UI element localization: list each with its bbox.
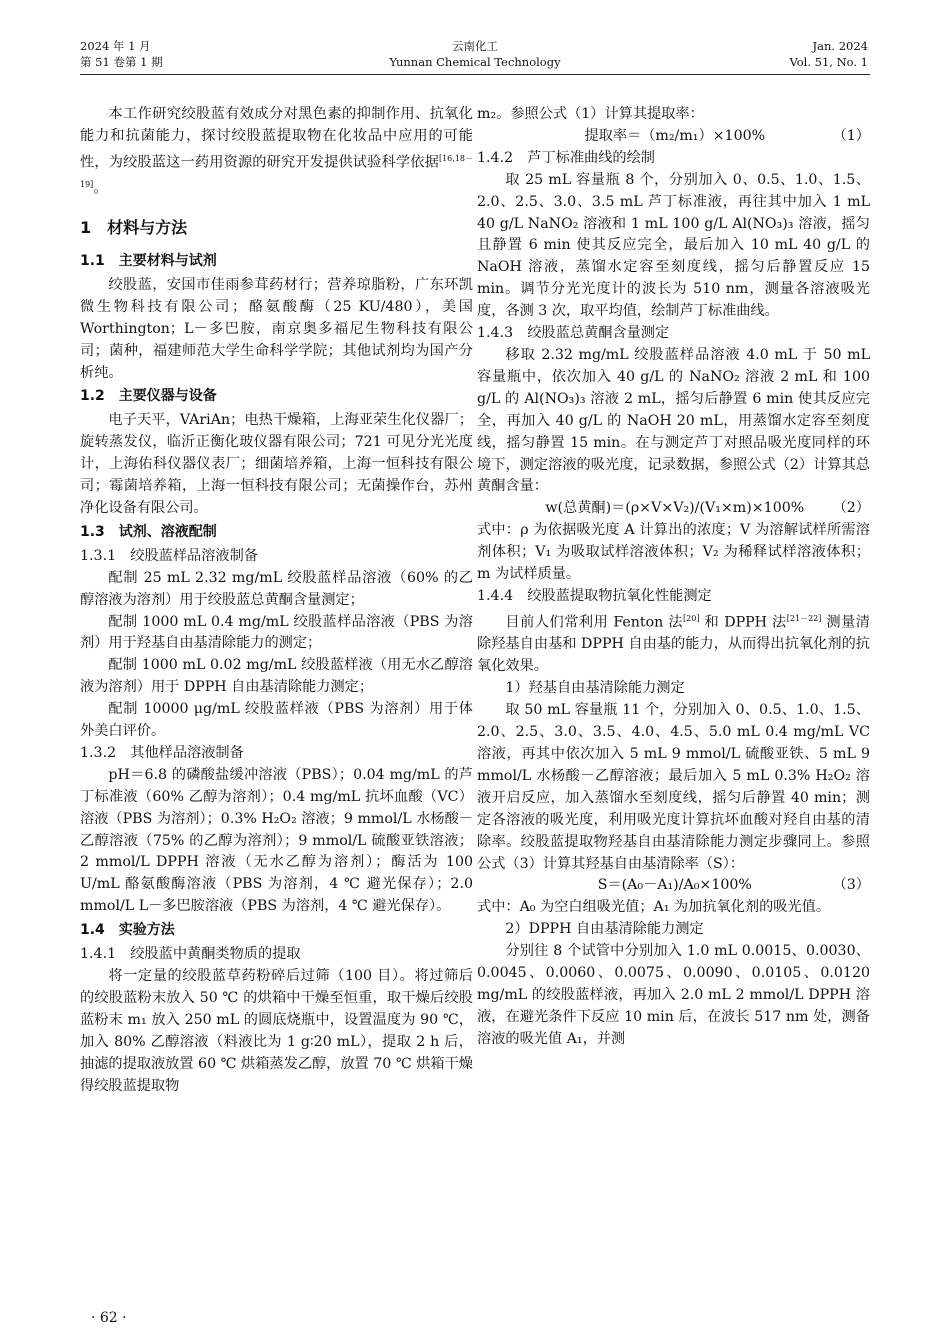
page-number: · 62 · [91, 1310, 127, 1326]
journal-name-cn: 云南化工 [452, 39, 498, 53]
paragraph: 取 25 mL 容量瓶 8 个，分别加入 0、0.5、1.0、1.5、2.0、2.5、3.0、3.5 mL 芦丁标准液，再往其中加入 1 mL 40 g/L NaNO₂ 溶液和 1 mL 100 g/L Al(NO₃)₃ 溶液，摇匀且静置 6 min 使其反应完全，最后加入 10 mL 40 g/L 的 NaOH 溶液，蒸馏水定容至刻度线，摇匀后静置反应 15 min。调节分光光度计的波长为 510 nm，测量各溶液吸光度，各测 3 次，取平均值，绘制芦丁标准曲线。 [477, 171, 870, 320]
paragraph: 电子天平，VAriAn；电热干燥箱，上海亚荣生化仪器厂；旋转蒸发仪，临沂正衡化玻仪器有限公司；721 可见分光光度计，上海佑科仪器仪表厂；细菌培养箱，上海一恒科技有限公司；霉菌培养箱，上海一恒科技有限公司；无菌操作台，苏州净化设备有限公司。 [80, 412, 473, 516]
header-volume: 第 51 卷第 1 期 [80, 55, 163, 69]
equation-number: （2） [832, 500, 870, 517]
citation[interactable]: [21－22] [786, 613, 822, 623]
paragraph-continuation: m₂。参照公式（1）计算其提取率： [477, 106, 704, 122]
paragraph: pH＝6.8 的磷酸盐缓冲溶液（PBS）；0.04 mg/mL 的芦丁标准液（60% 乙醇为溶剂）；0.4 mg/mL 抗坏血酸（VC）溶液（PBS 为溶剂）；0.3% H₂O₂ 溶液；9 mmol/L 水杨酸－乙醇溶液（75% 的乙醇为溶剂）；9 mmol/L 硫酸亚铁溶液；2 mmol/L DPPH 溶液（无水乙醇为溶剂）；酶活为 100 U/mL 酪氨酸酶溶液（PBS 为溶剂，4 ℃ 避光保存）；2.0 mmol/L L－多巴胺溶液（PBS 为溶剂，4 ℃ 避光保存）。 [80, 766, 473, 915]
intro-paragraph: 本工作研究绞股蓝有效成分对黑色素的抑制作用、抗氧化能力和抗菌能力，探讨绞股蓝提取物在化妆品中应用的可能性，为绞股蓝这一药用资源的研究开发提供试验科学依据[16,18－19]。 [80, 106, 473, 198]
paragraph: 配制 1000 mL 0.02 mg/mL 绞股蓝样液（用无水乙醇溶液为溶剂）用于 DPPH 自由基清除能力测定； [80, 657, 473, 696]
list-heading: 1）羟基自由基清除能力测定 [505, 680, 685, 697]
section-heading: 1 材料与方法 [80, 218, 188, 238]
paragraph: 配制 10000 μg/mL 绞股蓝样液（PBS 为溶剂）用于体外美白评价。 [80, 701, 473, 740]
running-header-right [789, 38, 868, 70]
equation-number: （1） [832, 127, 870, 144]
list-heading: 2）DPPH 自由基清除能力测定 [505, 921, 704, 938]
subsubsection-heading: 1.4.1 绞股蓝中黄酮类物质的提取 [80, 946, 301, 963]
equation-3 [477, 875, 870, 897]
subsection-heading: 1.3 试剂、溶液配制 [80, 523, 217, 540]
paragraph: 绞股蓝，安国市佳雨参茸药材行；营养琼脂粉，广东环凯微生物科技有限公司；酪氨酸酶（25 KU/480），美国 Worthington；L－多巴胺，南京奥多福尼生物科技有限公司；菌种，福建师范大学生命科学学院；其他试剂均为国产分析纯。 [80, 276, 473, 381]
subsection-heading: 1.4 实验方法 [80, 922, 175, 939]
header-volume-en: Vol. 51, No. 1 [789, 55, 868, 69]
subsubsection-heading: 1.3.2 其他样品溶液制备 [80, 744, 244, 761]
equation-1 [477, 126, 870, 148]
paragraph: 分别往 8 个试管中分别加入 1.0 mL 0.0015、0.0030、0.0045、0.0060、0.0075、0.0090、0.0105、0.0120 mg/mL 的绞股蓝样液，再加入 2.0 mL 2 mmol/L DPPH 溶液，在避光条件下反应 10 min 后，在波长 517 nm 处，测备溶液的吸光值 A₁，并测 [477, 943, 870, 1047]
paragraph: 配制 1000 mL 0.4 mg/mL 绞股蓝样品溶液（PBS 为溶剂）用于羟基自由基清除能力的测定； [80, 613, 473, 652]
paragraph: 配制 25 mL 2.32 mg/mL 绞股蓝样品溶液（60% 的乙醇溶液为溶剂）用于绞股蓝总黄酮含量测定； [80, 569, 473, 608]
equation-description: 式中：ρ 为依据吸光度 A 计算出的浓度；V 为溶解试样所需溶剂体积；V₁ 为吸取试样溶液体积；V₂ 为稀释试样溶液体积；m 为试样质量。 [477, 522, 870, 583]
subsection-heading: 1.1 主要材料与试剂 [80, 253, 217, 269]
subsubsection-heading: 1.4.2 芦丁标准曲线的绘制 [477, 149, 655, 166]
equation-formula: 提取率＝（m₂/m₁）×100% [584, 127, 766, 144]
equation-2 [477, 498, 870, 520]
subsubsection-heading: 1.3.1 绞股蓝样品溶液制备 [80, 547, 258, 564]
paragraph: 移取 2.32 mg/mL 绞股蓝样品溶液 4.0 mL 于 50 mL 容量瓶中，依次加入 40 g/L 的 NaNO₂ 溶液 2 mL 和 100 g/L 的 Al(NO₃)₃ 溶液 2 mL，摇匀后静置 6 min 使其反应完全，再加入 40 g/L 的 NaOH 20 mL，用蒸馏水定容至刻度线，摇匀静置 15 min。在与测定芦丁对照品吸光度同样的环境下，测定溶液的吸光度，记录数据，参照公式（2）计算其总黄酮含量： [477, 346, 870, 495]
paragraph: 将一定量的绞股蓝草药粉碎后过筛（100 目）。将过筛后的绞股蓝粉末放入 50 ℃ 的烘箱中干燥至恒重，取干燥后绞股蓝粉末 m₁ 放入 250 mL 的圆底烧瓶中，设置温度为 90 ℃，加入 80% 乙醇溶液（料液比为 1 g∶20 mL），提取 2 h 后，抽滤的提取液放置 60 ℃ 烘箱蒸发乙醇，放置 70 ℃ 烘箱干燥得绞股蓝提取物 [80, 968, 473, 1094]
equation-formula: w(总黄酮)＝(ρ×V×V₂)/(V₁×m)×100% [545, 500, 805, 517]
paragraph: 目前人们常利用 Fenton 法[20] 和 DPPH 法[21－22] 测量清除羟基自由基和 DPPH 自由基的能力，从而得出抗氧化剂的抗氧化效果。 [477, 613, 870, 675]
header-rule [80, 74, 870, 75]
right-column [477, 104, 870, 1051]
subsubsection-heading: 1.4.4 绞股蓝提取物抗氧化性能测定 [477, 587, 712, 604]
equation-number: （3） [832, 877, 870, 894]
header-date: 2024 年 1 月 [80, 39, 151, 53]
left-column [80, 104, 473, 1097]
subsection-heading: 1.2 主要仪器与设备 [80, 388, 217, 405]
equation-formula: S＝(A₀－A₁)/A₀×100% [597, 877, 752, 894]
header-date-en: Jan. 2024 [812, 39, 868, 53]
paragraph: 取 50 mL 容量瓶 11 个，分别加入 0、0.5、1.0、1.5、2.0、2.5、3.0、3.5、4.0、4.5、5.0 mL 0.4 mg/mL VC 溶液，再其中依次加入 5 mL 9 mmol/L 硫酸亚铁、5 mL 9 mmol/L 水杨酸－乙醇溶液；最后加入 5 mL 0.3% H₂O₂ 溶液开启反应，加入蒸馏水至刻度线，摇匀后静置 40 min；测定各溶液的吸光度，利用吸光度计算抗坏血酸对羟自由基的清除率。绞股蓝提取物羟基自由基清除能力测定步骤同上。参照公式（3）计算其羟基自由基清除率（S）： [477, 702, 870, 872]
citation[interactable]: [16,18－19] [80, 153, 473, 190]
subsubsection-heading: 1.4.3 绞股蓝总黄酮含量测定 [477, 325, 670, 342]
citation[interactable]: [20] [683, 613, 700, 623]
equation-description: 式中：A₀ 为空白组吸光值；A₁ 为加抗氧化剂的吸光值。 [477, 899, 831, 916]
journal-name-en: Yunnan Chemical Technology [389, 55, 561, 69]
